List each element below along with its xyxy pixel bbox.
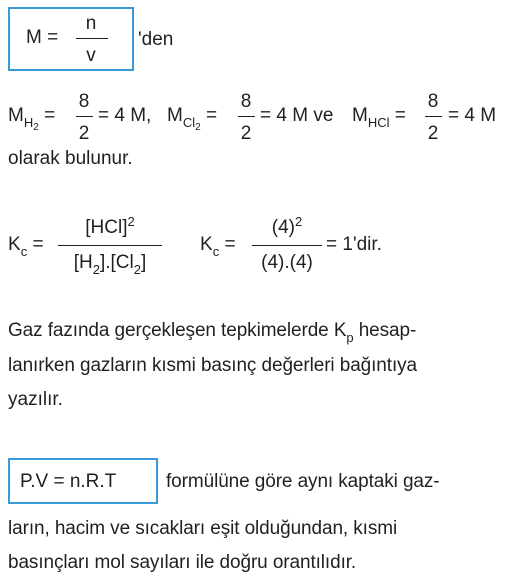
molarity-suffix: 'den xyxy=(138,29,174,50)
ideal-gas-line1-rest: formülüne göre aynı kaptaki gaz- xyxy=(166,471,440,492)
m-h2-denominator: 2 xyxy=(78,123,90,144)
kp-paragraph-line2: lanırken gazların kısmi basınç değerleri bağıntıya xyxy=(8,355,417,376)
m-hcl-numerator: 8 xyxy=(427,91,439,112)
ideal-gas-line3: basınçları mol sayıları ile doğru orantılıdır. xyxy=(8,552,357,573)
m-h2-fraction-bar xyxy=(76,116,93,117)
ideal-gas-formula: P.V = n.R.T xyxy=(20,471,117,492)
kp-paragraph-line1: Gaz fazında gerçekleşen tepkimelerde $K_p$ hesap- xyxy=(8,320,417,345)
m-hcl-result: = 4 M xyxy=(448,105,497,126)
m-cl2-result: = 4 M ve xyxy=(260,105,334,126)
m-cl2-fraction-bar xyxy=(238,116,255,117)
kc-expression-denominator: $[H_2].[Cl_2]$ xyxy=(73,252,147,277)
kc-expression-numerator: [HCl]$^2$ xyxy=(85,214,135,238)
kp-paragraph-line3: yazılır. xyxy=(8,389,63,410)
kc-value-denominator: (4).(4) xyxy=(261,252,313,273)
molarity-denominator: v xyxy=(86,45,96,66)
m-hcl-fraction-bar xyxy=(425,116,442,117)
concentrations-tail: olarak bulunur. xyxy=(8,148,133,169)
kc-value-numerator: $(4)^2$ xyxy=(271,214,303,238)
m-h2-label: $M_{H_2}$ = xyxy=(8,105,56,133)
molarity-numerator: n xyxy=(85,13,97,34)
m-cl2-denominator: 2 xyxy=(240,123,252,144)
kc-value-fraction-bar xyxy=(252,245,322,246)
m-hcl-label: $M_{HCl}$ = xyxy=(352,105,406,130)
kc-value-result: = 1'dir. xyxy=(326,234,382,255)
molarity-fraction-bar xyxy=(76,38,108,39)
kc-expression-fraction-bar xyxy=(58,245,162,246)
kc-expression-label: $K_c$ = xyxy=(8,234,44,259)
kc-value-label: $K_c$ = xyxy=(200,234,236,259)
m-cl2-label: $M_{Cl_2}$ = xyxy=(167,105,218,133)
m-cl2-numerator: 8 xyxy=(240,91,252,112)
m-h2-result: = 4 M, xyxy=(98,105,152,126)
m-h2-numerator: 8 xyxy=(78,91,90,112)
molarity-lhs: M = xyxy=(26,27,59,48)
m-hcl-denominator: 2 xyxy=(427,123,439,144)
ideal-gas-line2: ların, hacim ve sıcakları eşit olduğundan, kısmi xyxy=(8,518,398,539)
